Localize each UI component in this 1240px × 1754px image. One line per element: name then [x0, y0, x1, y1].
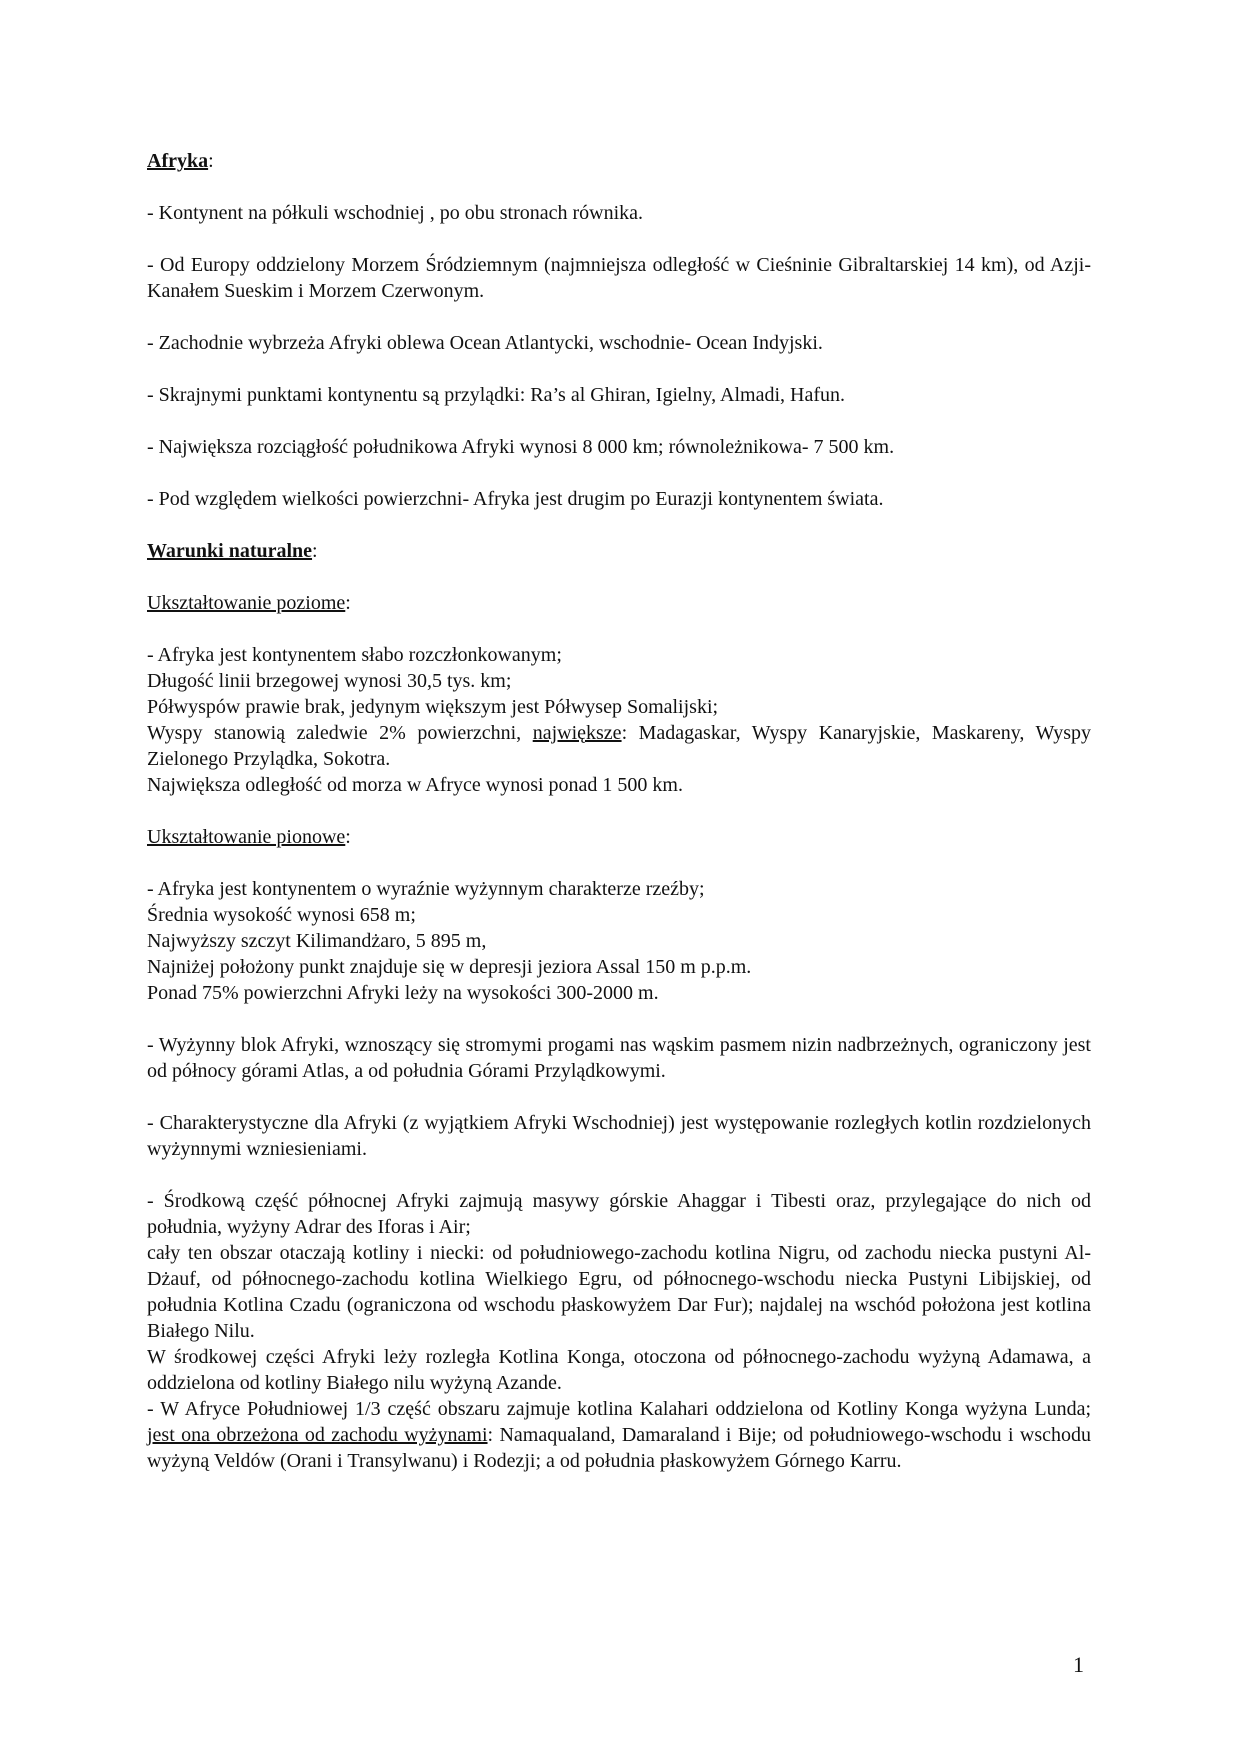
intro-paragraph: - Od Europy oddzielony Morzem Śródziemnym (najmniejsza odległość w Cieśninie Gibraltarskiej 14 km), od Azji- Kanałem Sueskim i Morzem Czerwonym.	[147, 254, 1091, 302]
section-title: Warunki naturalne	[147, 540, 313, 562]
document-title-line: Afryka:	[147, 150, 214, 172]
horizontal-line: - Afryka jest kontynentem słabo rozczłonkowanym;	[147, 644, 562, 666]
intro-paragraph: - Zachodnie wybrzeża Afryki oblewa Ocean Atlantycki, wschodnie- Ocean Indyjski.	[147, 332, 823, 354]
horizontal-line: Długość linii brzegowej wynosi 30,5 tys. km;	[147, 670, 512, 692]
vertical-line: Najniżej położony punkt znajduje się w depresji jeziora Assal 150 m p.p.m.	[147, 956, 752, 978]
section-title-line: Warunki naturalne:	[147, 540, 318, 562]
document-title: Afryka	[147, 150, 209, 172]
islands-line: Wyspy stanowią zaledwie 2% powierzchni, największe: Madagaskar, Wyspy Kanaryjskie, Maskareny, Wyspy Zielonego Przylądka, Sokotra.	[147, 722, 1092, 770]
vertical-line: Ponad 75% powierzchni Afryki leży na wysokości 300-2000 m.	[147, 982, 659, 1004]
document-body	[147, 148, 1091, 1474]
underlined-text: jest ona obrzeżona od zachodu wyżynami	[147, 1424, 488, 1446]
vertical-line: Najwyższy szczyt Kilimandżaro, 5 895 m,	[147, 930, 487, 952]
intro-paragraph: - Skrajnymi punktami kontynentu są przylądki: Ra’s al Ghiran, Igielny, Almadi, Hafun.	[147, 384, 846, 406]
vertical-line: - Afryka jest kontynentem o wyraźnie wyżynnym charakterze rzeźby;	[147, 878, 705, 900]
subsection-heading-horizontal: Ukształtowanie poziome	[147, 592, 346, 614]
intro-paragraph: - Pod względem wielkości powierzchni- Afryka jest drugim po Eurazji kontynentem świata.	[147, 488, 884, 510]
intro-paragraph: - Największa rozciągłość południkowa Afryki wynosi 8 000 km; równoleżnikowa- 7 500 km.	[147, 436, 895, 458]
horizontal-line: Największa odległość od morza w Afryce wynosi ponad 1 500 km.	[147, 774, 683, 796]
body-paragraph: - Środkową część północnej Afryki zajmują masywy górskie Ahaggar i Tibesti oraz, przylegające do nich od południa, wyżyny Adrar des Iforas i Air;	[147, 1190, 1091, 1238]
intro-paragraph: - Kontynent na półkuli wschodniej , po obu stronach równika.	[147, 202, 644, 224]
body-paragraph: - Wyżynny blok Afryki, wznoszący się stromymi progami nas wąskim pasmem nizin nadbrzeżnych, ograniczony jest od północy górami Atlas, a od południa Górami Przylądkowymi.	[147, 1034, 1091, 1082]
body-paragraph: cały ten obszar otaczają kotliny i niecki: od południowego-zachodu kotlina Nigru, od zachodu niecka pustyni Al-Dżauf, od północnego-zachodu kotlina Wielkiego Egru, od północnego-wschodu niecka Pustyni Libijskiej, od południa Kotlina Czadu (ograniczona od wschodu płaskowyżem Dar Fur); najdalej na wschód położona jest kotlina Białego Nilu.	[147, 1242, 1091, 1342]
body-paragraph: - Charakterystyczne dla Afryki (z wyjątkiem Afryki Wschodniej) jest występowanie rozległych kotlin rozdzielonych wyżynnymi wzniesieniami.	[147, 1112, 1091, 1160]
vertical-line: Średnia wysokość wynosi 658 m;	[147, 904, 416, 926]
underlined-text: największe	[532, 722, 622, 744]
page-number: 1	[1073, 1652, 1084, 1677]
horizontal-line: Półwyspów prawie brak, jedynym większym jest Półwysep Somalijski;	[147, 696, 719, 718]
subsection-heading-line: Ukształtowanie pionowe:	[147, 826, 351, 848]
subsection-heading-line: Ukształtowanie poziome:	[147, 592, 351, 614]
subsection-heading-vertical: Ukształtowanie pionowe	[147, 826, 346, 848]
south-paragraph: - W Afryce Południowej 1/3 część obszaru zajmuje kotlina Kalahari oddzielona od Kotliny Konga wyżyna Lunda; jest ona obrzeżona od zachodu wyżynami: Namaqualand, Damaraland i Bije; od południowego-wschodu i wschodu wyżyną Veldów (Orani i Transylwanu) i Rodezji; a od południa płaskowyżem Górnego Karru.	[147, 1398, 1091, 1472]
body-paragraph: W środkowej części Afryki leży rozległa Kotlina Konga, otoczona od północnego-zachodu wyżyną Adamawa, a oddzielona od kotliny Białego nilu wyżyną Azande.	[147, 1346, 1091, 1394]
